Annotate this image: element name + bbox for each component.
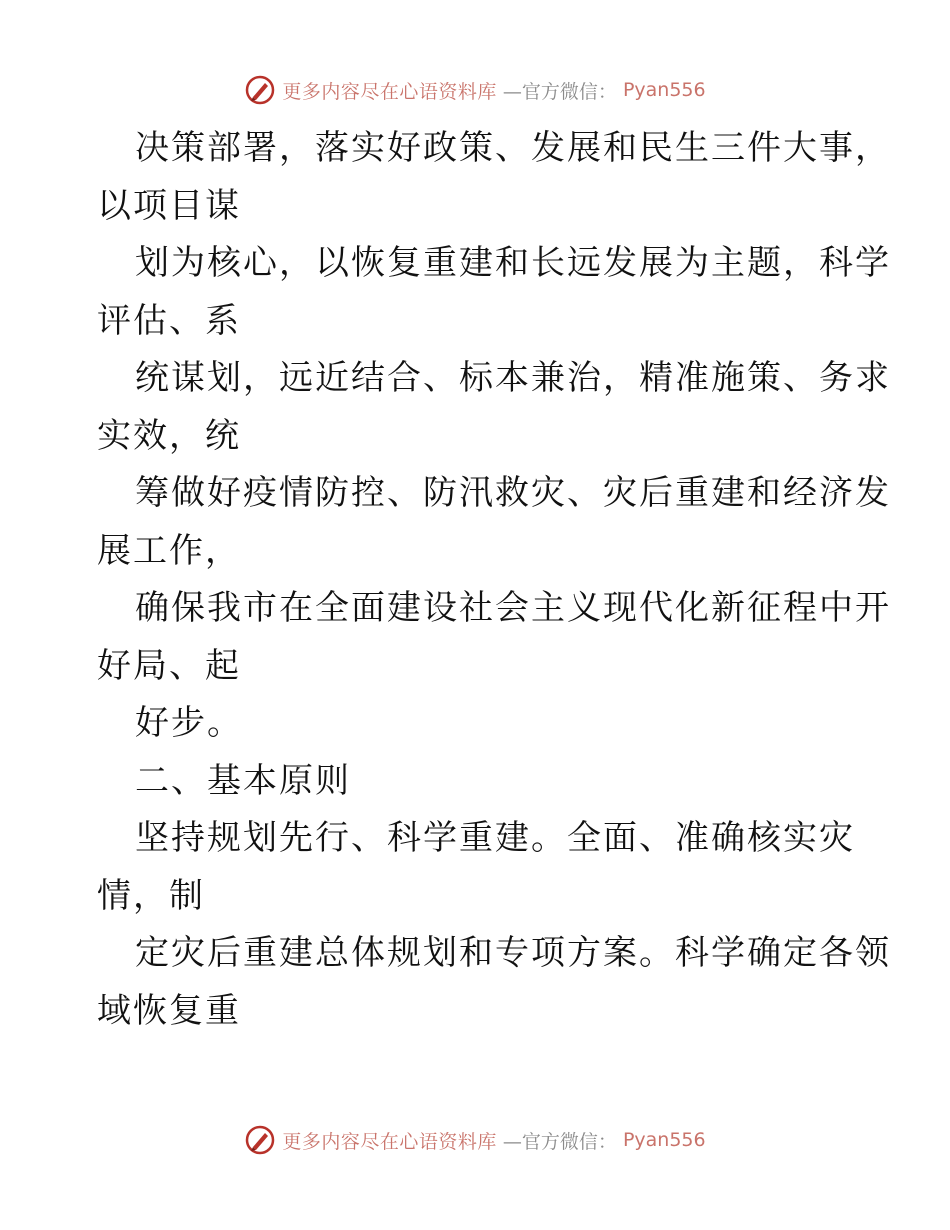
body-line: 实效，统 xyxy=(97,415,241,456)
footer-banner-text: 更多内容尽在心语资料库 xyxy=(282,1130,497,1153)
body-line: 好步。 xyxy=(135,703,243,743)
footer-banner-separator: —官方微信： xyxy=(502,1130,617,1153)
header-banner-text: 更多内容尽在心语资料库 xyxy=(282,80,497,103)
footer-banner-wechat: Pyan556 xyxy=(622,1129,706,1151)
section-heading: 二、基本原则 xyxy=(135,760,351,801)
body-line: 决策部署，落实好政策、发展和民生三件大事， xyxy=(135,128,891,168)
pen-logo-icon xyxy=(244,74,276,106)
body-line: 确保我市在全面建设社会主义现代化新征程中开 xyxy=(135,588,891,628)
body-line: 坚持规划先行、科学重建。全面、准确核实灾 xyxy=(135,818,855,858)
body-line: 划为核心，以恢复重建和长远发展为主题，科学 xyxy=(135,243,891,283)
header-banner xyxy=(0,70,950,110)
footer-banner xyxy=(0,1120,950,1160)
body-line: 好局、起 xyxy=(97,645,241,686)
body-line: 定灾后重建总体规划和专项方案。科学确定各领 xyxy=(135,933,891,973)
body-line: 情，制 xyxy=(97,875,205,916)
document-body xyxy=(97,120,891,1040)
body-line: 统谋划，远近结合、标本兼治，精准施策、务求 xyxy=(135,358,891,398)
body-line: 评估、系 xyxy=(97,300,241,341)
body-line: 以项目谋 xyxy=(97,185,241,226)
body-line: 筹做好疫情防控、防汛救灾、灾后重建和经济发 xyxy=(135,473,891,513)
body-line: 展工作， xyxy=(97,530,241,571)
header-banner-separator: —官方微信： xyxy=(502,80,617,103)
pen-logo-icon xyxy=(244,1124,276,1156)
body-line: 域恢复重 xyxy=(97,990,241,1031)
header-banner-wechat: Pyan556 xyxy=(622,79,706,101)
